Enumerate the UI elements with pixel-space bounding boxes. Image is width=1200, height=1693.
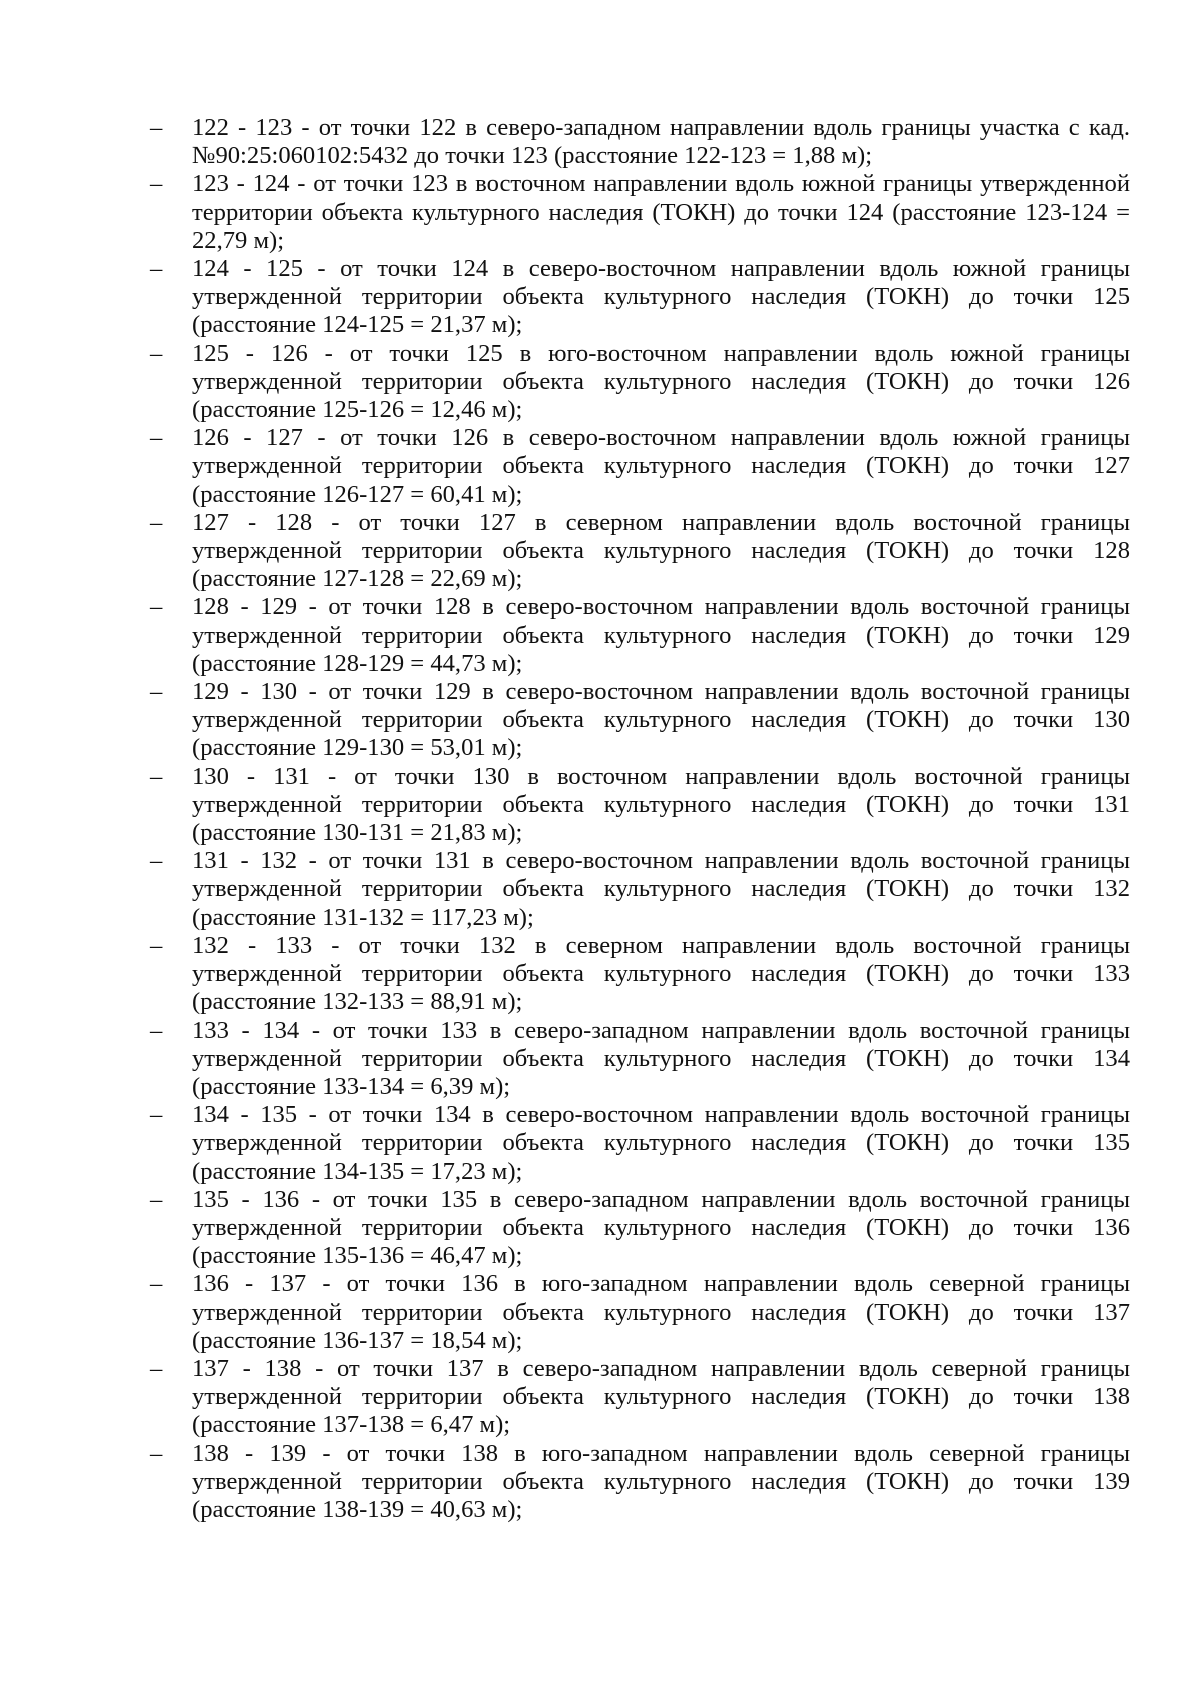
list-bullet: – — [150, 847, 163, 875]
list-item-text: 125 - 126 - от точки 125 в юго-восточном направлении вдоль южной границы утвержденной территории объекта культурного наследия (ТОКН) до точки 126 (расстояние 125-126 = 12,46 м); — [192, 339, 1130, 424]
list-item — [150, 1355, 1130, 1440]
list-item-text: 136 - 137 - от точки 136 в юго-западном направлении вдоль северной границы утвержденной территории объекта культурного наследия (ТОКН) до точки 137 (расстояние 136-137 = 18,54 м); — [192, 1270, 1130, 1354]
list-item-text: 133 - 134 - от точки 133 в северо-западном направлении вдоль восточной границы утвержденной территории объекта культурного наследия (ТОКН) до точки 134 (расстояние 133-134 = 6,39 м); — [192, 1016, 1130, 1100]
list-item-text: 123 - 124 - от точки 123 в восточном направлении вдоль южной границы утвержденной территории объекта культурного наследия (ТОКН) до точки 124 (расстояние 123-124 = 22,79 м); — [192, 170, 1130, 254]
list-item-text: 126 - 127 - от точки 126 в северо-восточном направлении вдоль южной границы утвержденной территории объекта культурного наследия (ТОКН) до точки 127 (расстояние 126-127 = 60,41 м); — [192, 424, 1130, 508]
list-item-text: 134 - 135 - от точки 134 в северо-восточном направлении вдоль восточной границы утвержденной территории объекта культурного наследия (ТОКН) до точки 135 (расстояние 134-135 = 17,23 м); — [192, 1101, 1130, 1185]
list-item — [150, 509, 1130, 594]
list-bullet: – — [150, 339, 163, 367]
list-bullet: – — [150, 1354, 163, 1382]
list-bullet: – — [150, 1101, 163, 1129]
list-item — [150, 255, 1130, 340]
list-item — [150, 1440, 1130, 1525]
list-item-text: 137 - 138 - от точки 137 в северо-западном направлении вдоль северной границы утвержденной территории объекта культурного наследия (ТОКН) до точки 138 (расстояние 137-138 = 6,47 м); — [192, 1354, 1130, 1439]
list-bullet: – — [150, 424, 163, 452]
list-item — [150, 593, 1130, 678]
list-bullet: – — [150, 255, 163, 283]
list-item — [150, 1101, 1130, 1186]
list-item — [150, 1017, 1130, 1102]
list-item — [150, 424, 1130, 509]
list-bullet: – — [150, 1439, 163, 1467]
list-bullet: – — [150, 1016, 163, 1044]
list-item-text: 128 - 129 - от точки 128 в северо-восточном направлении вдоль восточной границы утвержденной территории объекта культурного наследия (ТОКН) до точки 129 (расстояние 128-129 = 44,73 м); — [192, 593, 1130, 677]
list-bullet: – — [150, 931, 163, 959]
boundary-segment-list — [150, 114, 1130, 1524]
list-item-text: 138 - 139 - от точки 138 в юго-западном направлении вдоль северной границы утвержденной территории объекта культурного наследия (ТОКН) до точки 139 (расстояние 138-139 = 40,63 м); — [192, 1439, 1130, 1523]
list-item-text: 122 - 123 - от точки 122 в северо-западном направлении вдоль границы участка с кад. №90:25:060102:5432 до точки 123 (расстояние 122-123 = 1,88 м); — [192, 114, 1130, 170]
list-item — [150, 678, 1130, 763]
list-item — [150, 763, 1130, 848]
list-item — [150, 114, 1130, 170]
list-item-text: 127 - 128 - от точки 127 в северном направлении вдоль восточной границы утвержденной территории объекта культурного наследия (ТОКН) до точки 128 (расстояние 127-128 = 22,69 м); — [192, 508, 1130, 593]
list-item — [150, 1270, 1130, 1355]
list-item-text: 124 - 125 - от точки 124 в северо-восточном направлении вдоль южной границы утвержденной территории объекта культурного наследия (ТОКН) до точки 125 (расстояние 124-125 = 21,37 м); — [192, 255, 1130, 339]
list-item — [150, 1186, 1130, 1271]
list-bullet: – — [150, 1270, 163, 1298]
list-bullet: – — [150, 114, 163, 141]
list-bullet: – — [150, 593, 163, 621]
list-item-text: 131 - 132 - от точки 131 в северо-восточном направлении вдоль восточной границы утвержденной территории объекта культурного наследия (ТОКН) до точки 132 (расстояние 131-132 = 117,23 м); — [192, 847, 1130, 931]
list-bullet: – — [150, 678, 163, 706]
list-item-text: 135 - 136 - от точки 135 в северо-западном направлении вдоль восточной границы утвержденной территории объекта культурного наследия (ТОКН) до точки 136 (расстояние 135-136 = 46,47 м); — [192, 1185, 1130, 1270]
list-item — [150, 340, 1130, 425]
list-bullet: – — [150, 762, 163, 790]
list-bullet: – — [150, 508, 163, 536]
list-item-text: 129 - 130 - от точки 129 в северо-восточном направлении вдоль восточной границы утвержденной территории объекта культурного наследия (ТОКН) до точки 130 (расстояние 129-130 = 53,01 м); — [192, 678, 1130, 762]
list-bullet: – — [150, 170, 163, 198]
list-item-text: 130 - 131 - от точки 130 в восточном направлении вдоль восточной границы утвержденной территории объекта культурного наследия (ТОКН) до точки 131 (расстояние 130-131 = 21,83 м); — [192, 762, 1130, 847]
list-item-text: 132 - 133 - от точки 132 в северном направлении вдоль восточной границы утвержденной территории объекта культурного наследия (ТОКН) до точки 133 (расстояние 132-133 = 88,91 м); — [192, 931, 1130, 1016]
list-item — [150, 170, 1130, 255]
list-item — [150, 932, 1130, 1017]
list-item — [150, 847, 1130, 932]
list-bullet: – — [150, 1185, 163, 1213]
